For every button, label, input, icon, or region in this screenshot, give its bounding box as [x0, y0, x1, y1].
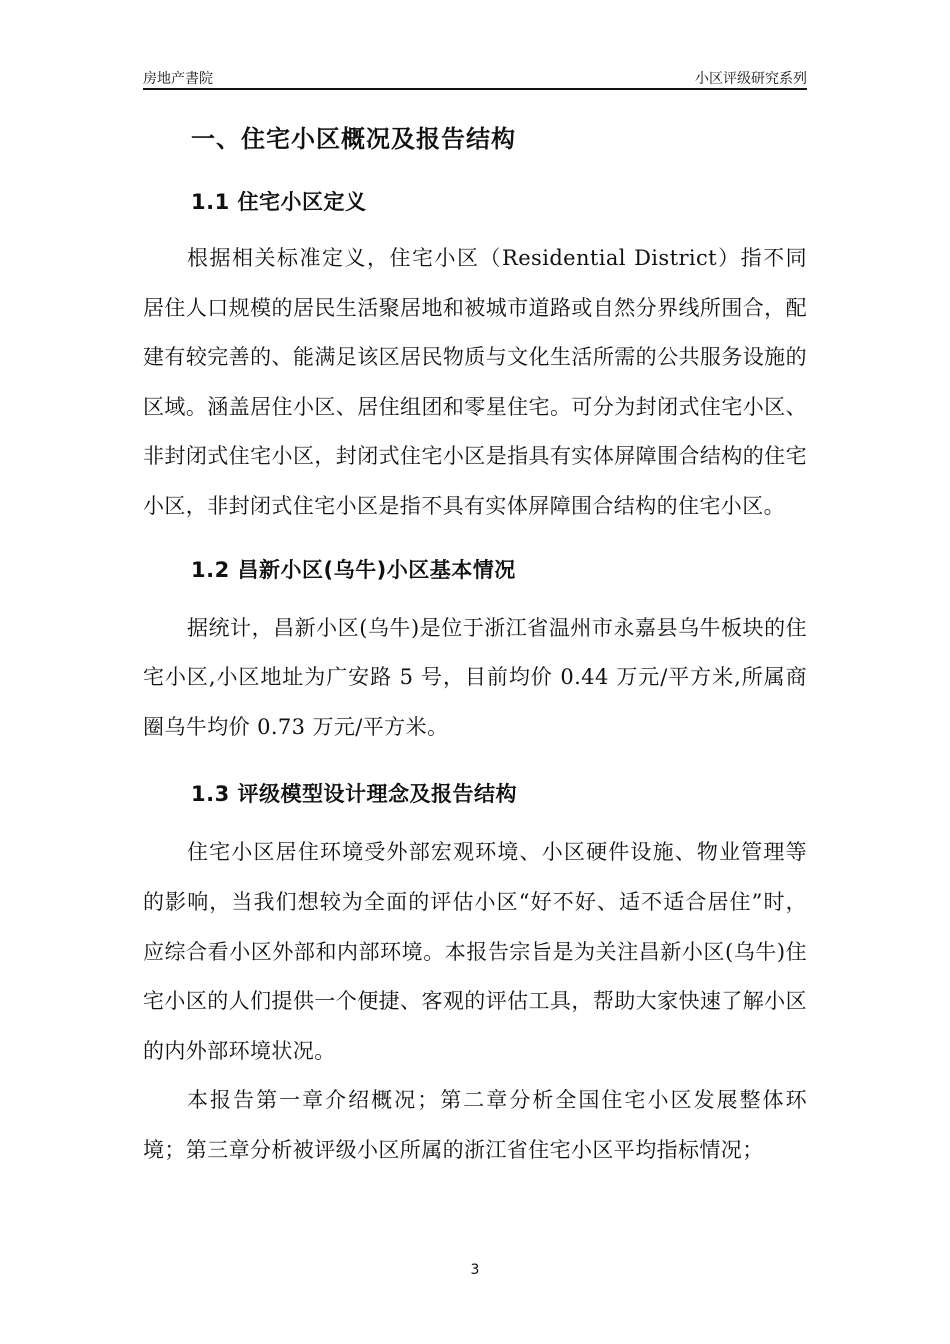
page-number: 3: [470, 1262, 480, 1278]
section-1-3-paragraph-2: 本报告第一章介绍概况；第二章分析全国住宅小区发展整体环境；第三章分析被评级小区所属的浙江省住宅小区平均指标情况；: [143, 1088, 807, 1162]
section-1-3-paragraph-1: 住宅小区居住环境受外部宏观环境、小区硬件设施、物业管理等的影响，当我们想较为全面的评估小区“好不好、适不适合居住”时，应综合看小区外部和内部环境。本报告宗旨是为关注昌新小区(乌牛)住宅小区的人们提供一个便捷、客观的评估工具，帮助大家快速了解小区的内外部环境状况。: [143, 840, 807, 1063]
header-right-text: 小区评级研究系列: [695, 71, 807, 87]
section-heading-1-3: 1.3 评级模型设计理念及报告结构: [191, 782, 518, 807]
page-header: [143, 66, 807, 90]
section-1-1-paragraph: 根据相关标准定义，住宅小区（Residential District）指不同居住人口规模的居民生活聚居地和被城市道路或自然分界线所围合，配建有较完善的、能满足该区居民物质与文化生活所需的公共服务设施的区域。涵盖居住小区、居住组团和零星住宅。可分为封闭式住宅小区、非封闭式住宅小区，封闭式住宅小区是指具有实体屏障围合结构的住宅小区，非封闭式住宅小区是指不具有实体屏障围合结构的住宅小区。: [143, 246, 807, 518]
section-heading-1-2: 1.2 昌新小区(乌牛)小区基本情况: [191, 557, 516, 582]
page-body: [143, 112, 807, 1176]
section-1-2-paragraph: 据统计，昌新小区(乌牛)是位于浙江省温州市永嘉县乌牛板块的住宅小区,小区地址为广安路 5 号，目前均价 0.44 万元/平方米,所属商圈乌牛均价 0.73 万元/平方米。: [143, 615, 807, 739]
header-left-text: 房地产書院: [143, 71, 213, 87]
section-heading-1-1: 1.1 住宅小区定义: [191, 190, 367, 214]
chapter-title: 一、住宅小区概况及报告结构: [191, 125, 516, 153]
